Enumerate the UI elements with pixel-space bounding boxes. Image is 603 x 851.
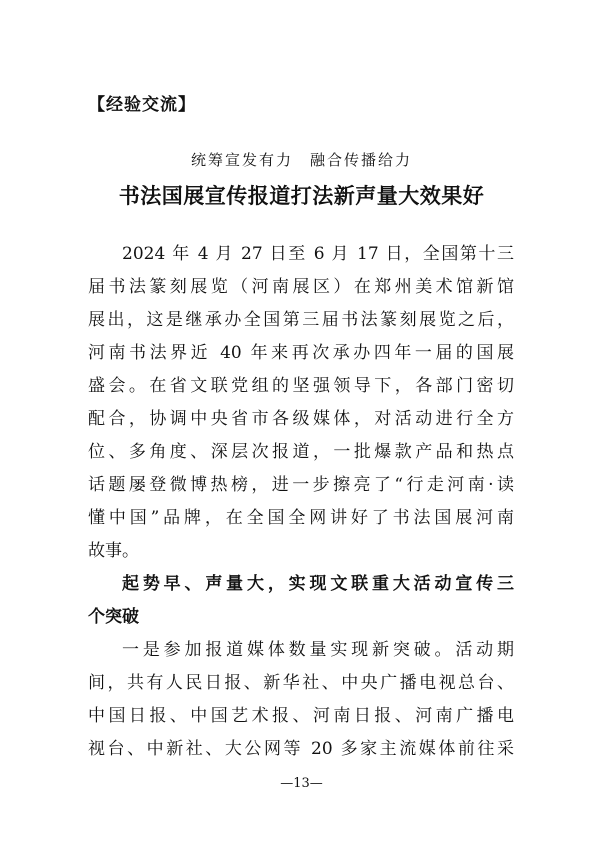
- body-line: 视台、中新社、大公网等 20 多家主流媒体前往采: [88, 739, 514, 759]
- section-heading: 个突破: [88, 607, 139, 627]
- body-line: 间，共有人民日报、新华社、中央广播电视总台、: [88, 673, 514, 693]
- article-subtitle: 统筹宣发有力 融合传播给力: [190, 151, 412, 169]
- body-line: 届书法篆刻展览（河南展区）在郑州美术馆新馆: [88, 277, 514, 297]
- body-line: 2024 年 4 月 27 日至 6 月 17 日，全国第十三: [122, 244, 514, 264]
- body-line: 位、多角度、深层次报道，一批爆款产品和热点: [88, 442, 514, 462]
- body-line: 盛会。在省文联党组的坚强领导下，各部门密切: [88, 376, 514, 396]
- page-number: —13—: [280, 776, 323, 791]
- body-line: 故事。: [88, 541, 139, 561]
- body-line: 配合，协调中央省市各级媒体，对活动进行全方: [88, 409, 514, 429]
- body-line: 河南书法界近 40 年来再次承办四年一届的国展: [88, 343, 514, 363]
- body-line: 展出，这是继承办全国第三届书法篆刻展览之后，: [88, 310, 514, 330]
- article-title: 书法国展宣传报道打法新声量大效果好: [118, 183, 485, 208]
- body-line: 中国日报、中国艺术报、河南日报、河南广播电: [88, 706, 514, 726]
- body-line: 懂中国”品牌，在全国全网讲好了书法国展河南: [88, 508, 514, 528]
- section-tag: 【经验交流】: [88, 95, 196, 115]
- body-line: 一是参加报道媒体数量实现新突破。活动期: [122, 640, 514, 660]
- body-line: 话题屡登微博热榜，进一步擦亮了“行走河南·读: [88, 475, 514, 495]
- section-heading: 起势早、声量大，实现文联重大活动宣传三: [122, 574, 514, 594]
